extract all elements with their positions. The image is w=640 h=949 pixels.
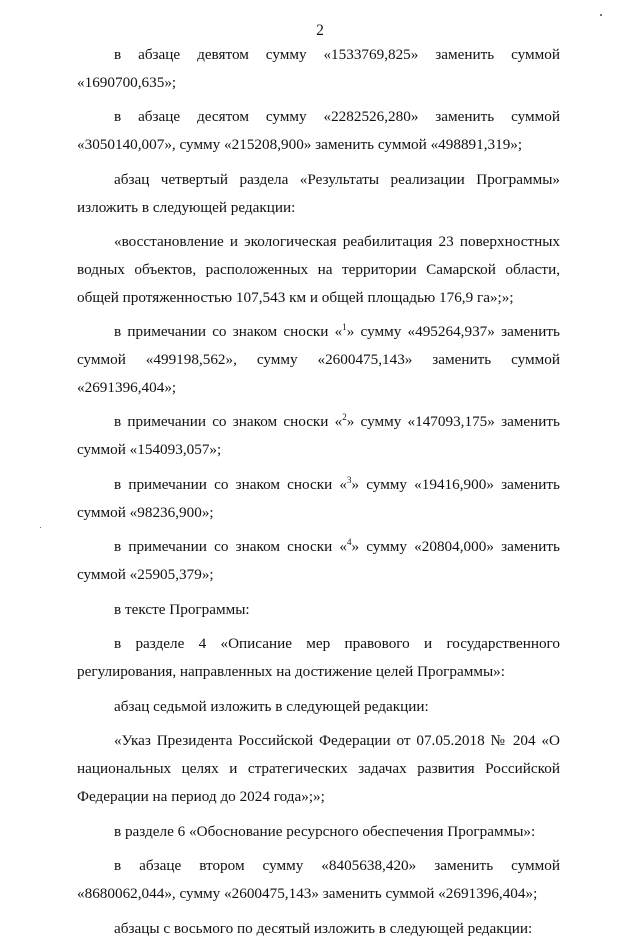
paragraph-8-pre: в примечании со знаком сноски «	[114, 538, 347, 556]
paragraph-10: в разделе 4 «Описание мер правового и государственного регулирования, направленных на достижение целей Программы»:	[77, 635, 560, 681]
paragraph-1: в абзаце девятом сумму «1533769,825» заменить суммой «1690700,635»;	[77, 46, 560, 91]
paragraph-4: «восстановление и экологическая реабилитация 23 поверхностных водных объектов, расположенных на территории Самарской области, общей протяженностью 107,543 км и общей площадью 176,9 га»;»;	[77, 233, 560, 306]
paragraph-12: «Указ Президента Российской Федерации от 07.05.2018 № 204 «О национальных целях и стратегических задачах развития Российской Федерации на период до 2024 года»;»;	[77, 732, 560, 805]
paragraph-5-pre: в примечании со знаком сноски «	[114, 323, 343, 341]
paragraph-14: в абзаце втором сумму «8405638,420» заменить суммой «8680062,044», сумму «2600475,143» заменить суммой «2691396,404»;	[77, 857, 560, 902]
scan-speck	[40, 527, 41, 528]
paragraph-3: абзац четвертый раздела «Результаты реализации Программы» изложить в следующей редакции:	[77, 170, 560, 216]
paragraph-7-pre: в примечании со знаком сноски «	[114, 475, 347, 493]
paragraph-11: абзац седьмой изложить в следующей редакции:	[114, 697, 429, 715]
paragraph-15: абзацы с восьмого по десятый изложить в следующей редакции:	[114, 919, 533, 937]
footnote-mark-4: 4	[347, 537, 352, 548]
footnote-mark-2: 2	[342, 412, 347, 423]
page-number: 2	[316, 22, 324, 39]
paragraph-7	[77, 471, 560, 526]
paragraph-5-post: » сумму «495264,937» заменить суммой «499198,562», сумму «2600475,143» заменить суммой «2691396,404»;	[77, 323, 560, 396]
scan-speck	[600, 14, 602, 16]
footnote-mark-1: 1	[342, 322, 347, 333]
paragraph-6	[77, 408, 560, 463]
paragraph-7-post: » сумму «19416,900» заменить суммой «98236,900»;	[77, 475, 560, 521]
paragraph-9: в тексте Программы:	[114, 600, 250, 618]
footnote-mark-3: 3	[347, 474, 352, 485]
document-body	[77, 41, 560, 949]
paragraph-13: в разделе 6 «Обоснование ресурсного обеспечения Программы»:	[114, 822, 536, 840]
paragraph-6-pre: в примечании со знаком сноски «	[114, 413, 343, 431]
paragraph-2: в абзаце десятом сумму «2282526,280» заменить суммой «3050140,007», сумму «215208,900» заменить суммой «498891,319»;	[77, 108, 560, 154]
paragraph-6-post: » сумму «147093,175» заменить суммой «154093,057»;	[77, 413, 560, 459]
paragraph-8	[77, 533, 560, 588]
paragraph-5	[77, 318, 560, 401]
paragraph-8-post: » сумму «20804,000» заменить суммой «25905,379»;	[77, 538, 560, 583]
